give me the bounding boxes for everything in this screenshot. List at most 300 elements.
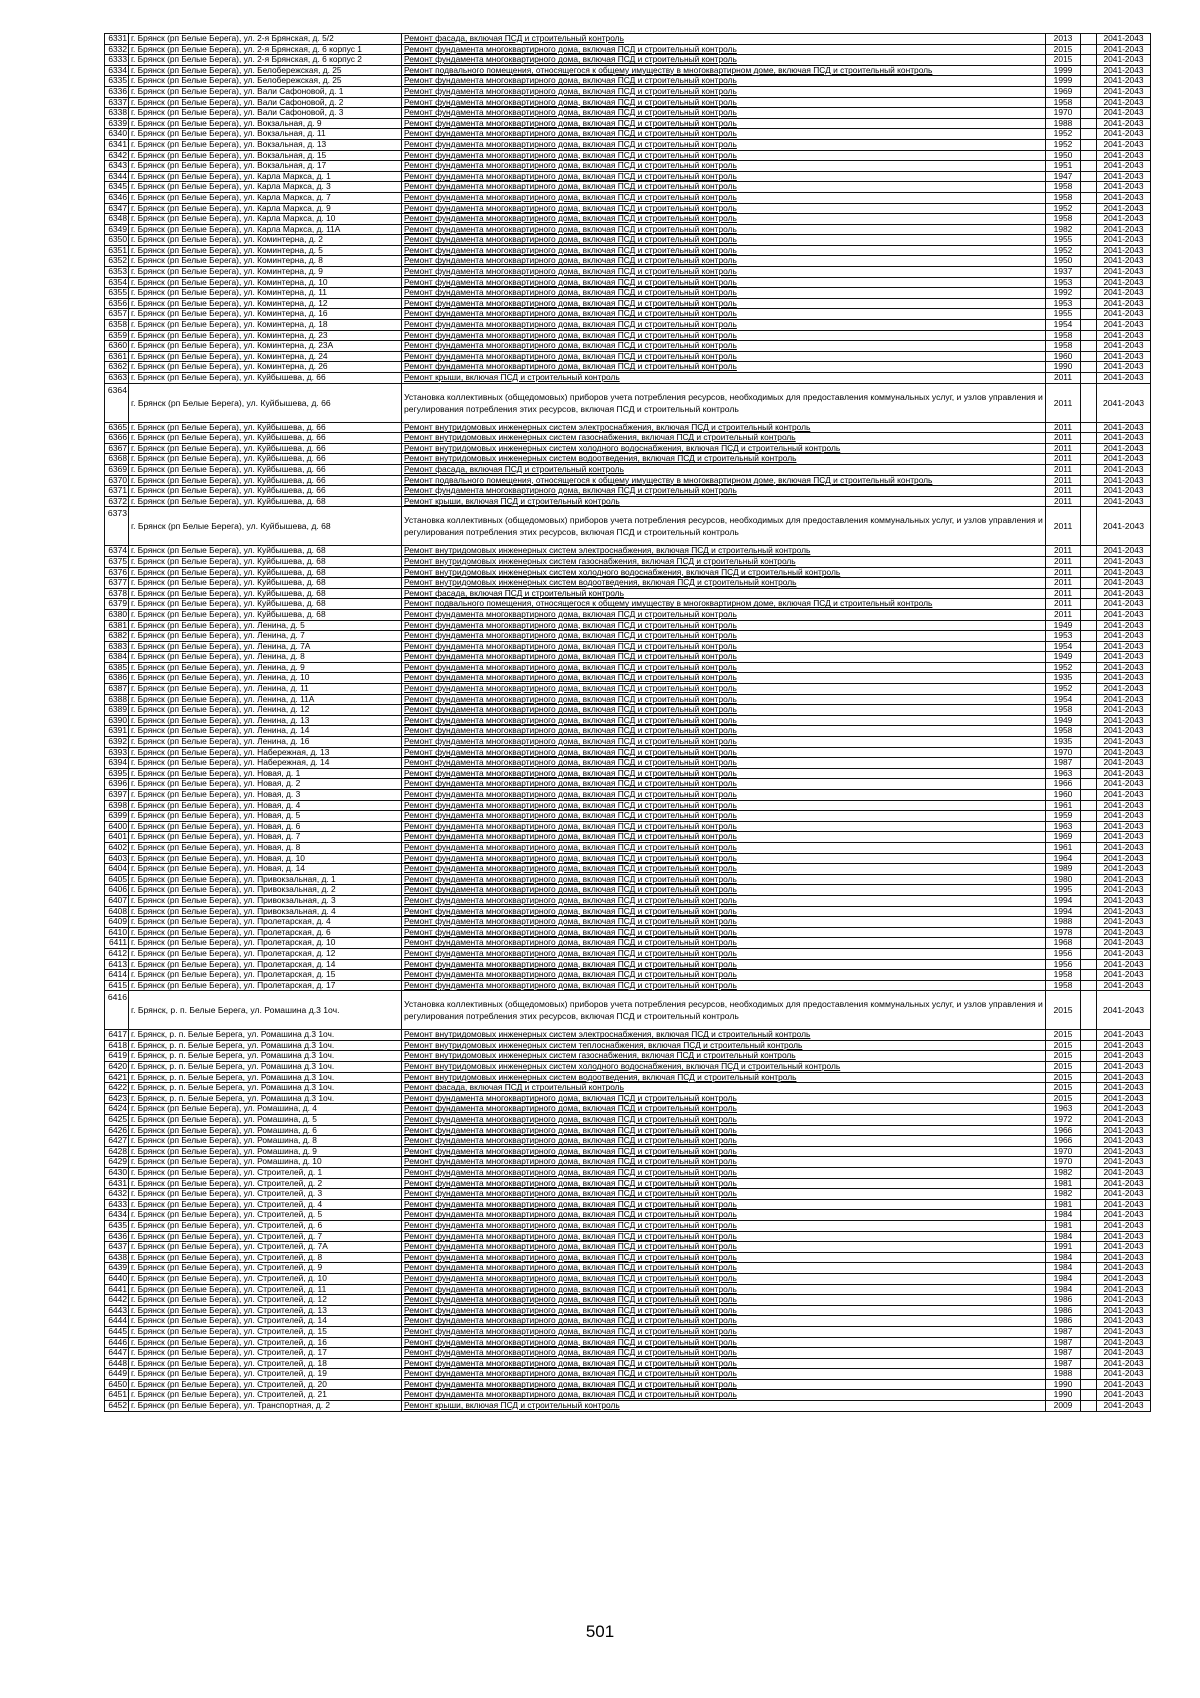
empty-cell — [1081, 86, 1097, 97]
table-row — [105, 938, 1151, 949]
empty-cell — [1081, 980, 1097, 991]
row-number: 6374 — [105, 546, 129, 557]
work-type: Ремонт фундамента многоквартирного дома, включая ПСД и строительный контроль — [402, 631, 1046, 642]
table-row — [105, 588, 1151, 599]
planned-period: 2041-2043 — [1097, 1210, 1151, 1221]
planned-period: 2041-2043 — [1097, 1390, 1151, 1401]
address: г. Брянск (рп Белые Берега), ул. Ленина, д. 16 — [129, 737, 402, 748]
build-year: 2011 — [1046, 422, 1081, 433]
build-year: 1968 — [1046, 938, 1081, 949]
work-type: Ремонт фундамента многоквартирного дома, включая ПСД и строительный контроль — [402, 192, 1046, 203]
work-type: Ремонт фундамента многоквартирного дома, включая ПСД и строительный контроль — [402, 362, 1046, 373]
row-number: 6375 — [105, 556, 129, 567]
empty-cell — [1081, 895, 1097, 906]
empty-cell — [1081, 161, 1097, 172]
empty-cell — [1081, 1401, 1097, 1412]
address: г. Брянск, р. п. Белые Берега, ул. Ромашина д.3 1оч. — [129, 1093, 402, 1104]
planned-period: 2041-2043 — [1097, 76, 1151, 87]
row-number: 6387 — [105, 684, 129, 695]
table-row — [105, 256, 1151, 267]
planned-period: 2041-2043 — [1097, 1062, 1151, 1073]
build-year: 1953 — [1046, 277, 1081, 288]
table-row — [105, 214, 1151, 225]
planned-period: 2041-2043 — [1097, 1252, 1151, 1263]
work-type: Ремонт фундамента многоквартирного дома, включая ПСД и строительный контроль — [402, 139, 1046, 150]
table-row — [105, 1189, 1151, 1200]
build-year: 1966 — [1046, 779, 1081, 790]
row-number: 6372 — [105, 496, 129, 507]
row-number: 6419 — [105, 1051, 129, 1062]
table-row — [105, 139, 1151, 150]
row-number: 6390 — [105, 715, 129, 726]
work-type: Ремонт крыши, включая ПСД и строительный контроль — [402, 1401, 1046, 1412]
address: г. Брянск (рп Белые Берега), ул. Куйбышева, д. 68 — [129, 556, 402, 567]
planned-period: 2041-2043 — [1097, 588, 1151, 599]
row-number: 6421 — [105, 1072, 129, 1083]
planned-period: 2041-2043 — [1097, 256, 1151, 267]
empty-cell — [1081, 203, 1097, 214]
planned-period: 2041-2043 — [1097, 906, 1151, 917]
empty-cell — [1081, 65, 1097, 76]
empty-cell — [1081, 758, 1097, 769]
work-type: Ремонт фундамента многоквартирного дома, включая ПСД и строительный контроль — [402, 86, 1046, 97]
empty-cell — [1081, 609, 1097, 620]
work-type: Ремонт фундамента многоквартирного дома, включая ПСД и строительный контроль — [402, 779, 1046, 790]
planned-period: 2041-2043 — [1097, 705, 1151, 716]
planned-period: 2041-2043 — [1097, 1358, 1151, 1369]
build-year: 1949 — [1046, 620, 1081, 631]
work-type: Ремонт фундамента многоквартирного дома, включая ПСД и строительный контроль — [402, 320, 1046, 331]
work-type: Ремонт фундамента многоквартирного дома, включая ПСД и строительный контроль — [402, 1295, 1046, 1306]
empty-cell — [1081, 599, 1097, 610]
planned-period: 2041-2043 — [1097, 44, 1151, 55]
empty-cell — [1081, 705, 1097, 716]
empty-cell — [1081, 556, 1097, 567]
table-row — [105, 1390, 1151, 1401]
address: г. Брянск (рп Белые Берега), ул. 2-я Брянская, д. 6 корпус 1 — [129, 44, 402, 55]
row-number: 6403 — [105, 853, 129, 864]
build-year: 1966 — [1046, 1136, 1081, 1147]
row-number: 6417 — [105, 1030, 129, 1041]
address: г. Брянск (рп Белые Берега), ул. Новая, д. 5 — [129, 811, 402, 822]
table-row — [105, 129, 1151, 140]
address: г. Брянск (рп Белые Берега), ул. Белобережская, д. 25 — [129, 65, 402, 76]
empty-cell — [1081, 970, 1097, 981]
empty-cell — [1081, 1326, 1097, 1337]
build-year: 1953 — [1046, 298, 1081, 309]
work-type: Ремонт фундамента многоквартирного дома, включая ПСД и строительный контроль — [402, 1168, 1046, 1179]
work-type: Ремонт фундамента многоквартирного дома, включая ПСД и строительный контроль — [402, 832, 1046, 843]
address: г. Брянск (рп Белые Берега), ул. Строителей, д. 19 — [129, 1369, 402, 1380]
table-row — [105, 811, 1151, 822]
planned-period: 2041-2043 — [1097, 203, 1151, 214]
work-type: Установка коллективных (общедомовых) приборов учета потребления ресурсов, необходимых для предоставления коммунальных услуг, и узлов управления и регулирования потребления этих ресурсов, включая ПСД и строительный контроль — [402, 383, 1046, 422]
empty-cell — [1081, 790, 1097, 801]
build-year: 1994 — [1046, 895, 1081, 906]
address: г. Брянск (рп Белые Берега), ул. Коминтерна, д. 9 — [129, 267, 402, 278]
planned-period: 2041-2043 — [1097, 917, 1151, 928]
work-type: Ремонт фундамента многоквартирного дома, включая ПСД и строительный контроль — [402, 277, 1046, 288]
work-type: Ремонт фундамента многоквартирного дома, включая ПСД и строительный контроль — [402, 684, 1046, 695]
planned-period: 2041-2043 — [1097, 853, 1151, 864]
empty-cell — [1081, 256, 1097, 267]
table-row — [105, 1242, 1151, 1253]
address: г. Брянск (рп Белые Берега), ул. Коминтерна, д. 8 — [129, 256, 402, 267]
work-type: Ремонт внутридомовых инженерных систем водоотведения, включая ПСД и строительный контроль — [402, 578, 1046, 589]
work-type: Ремонт фундамента многоквартирного дома, включая ПСД и строительный контроль — [402, 76, 1046, 87]
row-number: 6394 — [105, 758, 129, 769]
build-year: 1982 — [1046, 1168, 1081, 1179]
address: г. Брянск (рп Белые Берега), ул. 2-я Брянская, д. 6 корпус 2 — [129, 55, 402, 66]
address: г. Брянск (рп Белые Берега), ул. Куйбышева, д. 66 — [129, 443, 402, 454]
build-year: 1958 — [1046, 980, 1081, 991]
row-number: 6339 — [105, 118, 129, 129]
address: г. Брянск (рп Белые Берега), ул. Куйбышева, д. 68 — [129, 588, 402, 599]
planned-period: 2041-2043 — [1097, 1284, 1151, 1295]
planned-period: 2041-2043 — [1097, 578, 1151, 589]
empty-cell — [1081, 906, 1097, 917]
address: г. Брянск (рп Белые Берега), ул. Строителей, д. 2 — [129, 1178, 402, 1189]
row-number: 6384 — [105, 652, 129, 663]
build-year: 1984 — [1046, 1231, 1081, 1242]
planned-period: 2041-2043 — [1097, 747, 1151, 758]
table-row — [105, 454, 1151, 465]
build-year: 2015 — [1046, 55, 1081, 66]
table-row — [105, 422, 1151, 433]
address: г. Брянск (рп Белые Берега), ул. Строителей, д. 11 — [129, 1284, 402, 1295]
table-row — [105, 192, 1151, 203]
table-row — [105, 726, 1151, 737]
work-type: Ремонт внутридомовых инженерных систем электроснабжения, включая ПСД и строительный контроль — [402, 422, 1046, 433]
row-number: 6432 — [105, 1189, 129, 1200]
work-type: Ремонт фундамента многоквартирного дома, включая ПСД и строительный контроль — [402, 1348, 1046, 1359]
address: г. Брянск (рп Белые Берега), ул. Карла Маркса, д. 3 — [129, 182, 402, 193]
row-number: 6382 — [105, 631, 129, 642]
build-year: 1986 — [1046, 1305, 1081, 1316]
build-year: 2011 — [1046, 443, 1081, 454]
work-type: Ремонт фундамента многоквартирного дома, включая ПСД и строительный контроль — [402, 1220, 1046, 1231]
work-type: Ремонт фундамента многоквартирного дома, включая ПСД и строительный контроль — [402, 97, 1046, 108]
empty-cell — [1081, 917, 1097, 928]
address: г. Брянск (рп Белые Берега), ул. Ромашина, д. 10 — [129, 1157, 402, 1168]
address: г. Брянск, р. п. Белые Берега, ул. Ромашина д.3 1оч. — [129, 1062, 402, 1073]
build-year: 2011 — [1046, 454, 1081, 465]
empty-cell — [1081, 779, 1097, 790]
address: г. Брянск (рп Белые Берега), ул. Ленина, д. 13 — [129, 715, 402, 726]
table-row — [105, 599, 1151, 610]
build-year: 1988 — [1046, 1369, 1081, 1380]
row-number: 6352 — [105, 256, 129, 267]
work-type: Ремонт фундамента многоквартирного дома, включая ПСД и строительный контроль — [402, 1390, 1046, 1401]
row-number: 6410 — [105, 927, 129, 938]
empty-cell — [1081, 309, 1097, 320]
empty-cell — [1081, 298, 1097, 309]
build-year: 1995 — [1046, 885, 1081, 896]
row-number: 6392 — [105, 737, 129, 748]
table-row — [105, 705, 1151, 716]
planned-period: 2041-2043 — [1097, 245, 1151, 256]
build-year: 1986 — [1046, 1316, 1081, 1327]
empty-cell — [1081, 341, 1097, 352]
table-row — [105, 330, 1151, 341]
table-row — [105, 1273, 1151, 1284]
planned-period: 2041-2043 — [1097, 1199, 1151, 1210]
table-row — [105, 567, 1151, 578]
address: г. Брянск (рп Белые Берега), ул. Строителей, д. 15 — [129, 1326, 402, 1337]
work-type: Ремонт фундамента многоквартирного дома, включая ПСД и строительный контроль — [402, 821, 1046, 832]
work-type: Ремонт внутридомовых инженерных систем холодного водоснабжения, включая ПСД и строительный контроль — [402, 567, 1046, 578]
build-year: 2015 — [1046, 1062, 1081, 1073]
build-year: 1987 — [1046, 758, 1081, 769]
planned-period: 2041-2043 — [1097, 959, 1151, 970]
table-row — [105, 203, 1151, 214]
address: г. Брянск (рп Белые Берега), ул. Набережная, д. 13 — [129, 747, 402, 758]
table-row — [105, 1115, 1151, 1126]
build-year: 1990 — [1046, 1379, 1081, 1390]
work-type: Ремонт фундамента многоквартирного дома, включая ПСД и строительный контроль — [402, 1369, 1046, 1380]
row-number: 6386 — [105, 673, 129, 684]
row-number: 6434 — [105, 1210, 129, 1221]
table-row — [105, 1051, 1151, 1062]
empty-cell — [1081, 362, 1097, 373]
planned-period: 2041-2043 — [1097, 811, 1151, 822]
build-year: 2015 — [1046, 1030, 1081, 1041]
planned-period: 2041-2043 — [1097, 1083, 1151, 1094]
table-row — [105, 320, 1151, 331]
row-number: 6450 — [105, 1379, 129, 1390]
table-row — [105, 948, 1151, 959]
planned-period: 2041-2043 — [1097, 790, 1151, 801]
table-row — [105, 1168, 1151, 1179]
build-year: 1982 — [1046, 224, 1081, 235]
work-type: Ремонт фундамента многоквартирного дома, включая ПСД и строительный контроль — [402, 330, 1046, 341]
table-row — [105, 224, 1151, 235]
table-row — [105, 991, 1151, 1030]
row-number: 6426 — [105, 1125, 129, 1136]
row-number: 6435 — [105, 1220, 129, 1231]
table-row — [105, 673, 1151, 684]
work-type: Ремонт фундамента многоквартирного дома, включая ПСД и строительный контроль — [402, 224, 1046, 235]
empty-cell — [1081, 874, 1097, 885]
build-year: 1950 — [1046, 256, 1081, 267]
build-year: 1954 — [1046, 320, 1081, 331]
work-type: Ремонт фундамента многоквартирного дома, включая ПСД и строительный контроль — [402, 609, 1046, 620]
table-row — [105, 86, 1151, 97]
planned-period: 2041-2043 — [1097, 938, 1151, 949]
planned-period: 2041-2043 — [1097, 991, 1151, 1030]
table-row — [105, 842, 1151, 853]
empty-cell — [1081, 245, 1097, 256]
work-type: Ремонт фундамента многоквартирного дома, включая ПСД и строительный контроль — [402, 906, 1046, 917]
empty-cell — [1081, 694, 1097, 705]
row-number: 6363 — [105, 373, 129, 384]
row-number: 6408 — [105, 906, 129, 917]
build-year: 1949 — [1046, 652, 1081, 663]
work-type: Ремонт фундамента многоквартирного дома, включая ПСД и строительный контроль — [402, 673, 1046, 684]
table-row — [105, 65, 1151, 76]
table-row — [105, 1040, 1151, 1051]
address: г. Брянск (рп Белые Берега), ул. 2-я Брянская, д. 5/2 — [129, 34, 402, 45]
address: г. Брянск (рп Белые Берега), ул. Ленина, д. 7 — [129, 631, 402, 642]
address: г. Брянск (рп Белые Берега), ул. Пролетарская, д. 14 — [129, 959, 402, 970]
planned-period: 2041-2043 — [1097, 1348, 1151, 1359]
build-year: 1950 — [1046, 150, 1081, 161]
planned-period: 2041-2043 — [1097, 1125, 1151, 1136]
row-number: 6373 — [105, 507, 129, 546]
build-year: 2015 — [1046, 991, 1081, 1030]
build-year: 1958 — [1046, 182, 1081, 193]
table-row — [105, 917, 1151, 928]
row-number: 6357 — [105, 309, 129, 320]
address: г. Брянск (рп Белые Берега), ул. Новая, д. 10 — [129, 853, 402, 864]
work-type: Ремонт фундамента многоквартирного дома, включая ПСД и строительный контроль — [402, 1136, 1046, 1147]
build-year: 1986 — [1046, 1295, 1081, 1306]
work-type: Ремонт фундамента многоквартирного дома, включая ПСД и строительный контроль — [402, 737, 1046, 748]
empty-cell — [1081, 192, 1097, 203]
work-type: Ремонт фундамента многоквартирного дома, включая ПСД и строительный контроль — [402, 1189, 1046, 1200]
row-number: 6398 — [105, 800, 129, 811]
address: г. Брянск, р. п. Белые Берега, ул. Ромашина д.3 1оч. — [129, 1072, 402, 1083]
address: г. Брянск (рп Белые Берега), ул. Привокзальная, д. 4 — [129, 906, 402, 917]
work-type: Установка коллективных (общедомовых) приборов учета потребления ресурсов, необходимых для предоставления коммунальных услуг, и узлов управления и регулирования потребления этих ресурсов, включая ПСД и строительный контроль — [402, 991, 1046, 1030]
planned-period: 2041-2043 — [1097, 1305, 1151, 1316]
table-row — [105, 1348, 1151, 1359]
planned-period: 2041-2043 — [1097, 433, 1151, 444]
address: г. Брянск (рп Белые Берега), ул. Строителей, д. 5 — [129, 1210, 402, 1221]
row-number: 6334 — [105, 65, 129, 76]
planned-period: 2041-2043 — [1097, 383, 1151, 422]
planned-period: 2041-2043 — [1097, 832, 1151, 843]
table-row — [105, 1369, 1151, 1380]
address: г. Брянск (рп Белые Берега), ул. Строителей, д. 17 — [129, 1348, 402, 1359]
address: г. Брянск (рп Белые Берега), ул. Привокзальная, д. 2 — [129, 885, 402, 896]
planned-period: 2041-2043 — [1097, 948, 1151, 959]
planned-period: 2041-2043 — [1097, 609, 1151, 620]
address: г. Брянск (рп Белые Берега), ул. Ленина, д. 7А — [129, 641, 402, 652]
table-row — [105, 373, 1151, 384]
table-row — [105, 1379, 1151, 1390]
planned-period: 2041-2043 — [1097, 1273, 1151, 1284]
address: г. Брянск (рп Белые Берега), ул. Строителей, д. 16 — [129, 1337, 402, 1348]
empty-cell — [1081, 652, 1097, 663]
work-type: Ремонт фундамента многоквартирного дома, включая ПСД и строительный контроль — [402, 309, 1046, 320]
build-year: 1958 — [1046, 726, 1081, 737]
row-number: 6381 — [105, 620, 129, 631]
work-type: Ремонт фундамента многоквартирного дома, включая ПСД и строительный контроль — [402, 970, 1046, 981]
address: г. Брянск (рп Белые Берега), ул. Набережная, д. 14 — [129, 758, 402, 769]
planned-period: 2041-2043 — [1097, 652, 1151, 663]
address: г. Брянск (рп Белые Берега), ул. Куйбышева, д. 68 — [129, 507, 402, 546]
work-type: Ремонт фундамента многоквартирного дома, включая ПСД и строительный контроль — [402, 1305, 1046, 1316]
build-year: 2011 — [1046, 496, 1081, 507]
table-row — [105, 790, 1151, 801]
row-number: 6347 — [105, 203, 129, 214]
table-row — [105, 1210, 1151, 1221]
planned-period: 2041-2043 — [1097, 118, 1151, 129]
row-number: 6331 — [105, 34, 129, 45]
table-row — [105, 1030, 1151, 1041]
table-row — [105, 1337, 1151, 1348]
planned-period: 2041-2043 — [1097, 161, 1151, 172]
work-type: Ремонт крыши, включая ПСД и строительный контроль — [402, 373, 1046, 384]
build-year: 1956 — [1046, 948, 1081, 959]
table-row — [105, 1295, 1151, 1306]
empty-cell — [1081, 108, 1097, 119]
table-row — [105, 980, 1151, 991]
table-row — [105, 108, 1151, 119]
table-row — [105, 1093, 1151, 1104]
empty-cell — [1081, 821, 1097, 832]
row-number: 6447 — [105, 1348, 129, 1359]
address: г. Брянск (рп Белые Берега), ул. Коминтерна, д. 24 — [129, 351, 402, 362]
empty-cell — [1081, 182, 1097, 193]
capital-repair-schedule-table — [104, 33, 1151, 1412]
row-number: 6380 — [105, 609, 129, 620]
address: г. Брянск (рп Белые Берега), ул. Ромашина, д. 9 — [129, 1146, 402, 1157]
row-number: 6413 — [105, 959, 129, 970]
build-year: 2009 — [1046, 1401, 1081, 1412]
address: г. Брянск (рп Белые Берега), ул. Ленина, д. 10 — [129, 673, 402, 684]
row-number: 6376 — [105, 567, 129, 578]
build-year: 1994 — [1046, 906, 1081, 917]
empty-cell — [1081, 1379, 1097, 1390]
work-type: Ремонт подвального помещения, относящегося к общему имуществу в многоквартирном доме, включая ПСД и строительный контроль — [402, 599, 1046, 610]
row-number: 6342 — [105, 150, 129, 161]
work-type: Ремонт фундамента многоквартирного дома, включая ПСД и строительный контроль — [402, 256, 1046, 267]
planned-period: 2041-2043 — [1097, 464, 1151, 475]
empty-cell — [1081, 662, 1097, 673]
row-number: 6395 — [105, 768, 129, 779]
empty-cell — [1081, 139, 1097, 150]
empty-cell — [1081, 1146, 1097, 1157]
build-year: 1952 — [1046, 662, 1081, 673]
planned-period: 2041-2043 — [1097, 108, 1151, 119]
row-number: 6389 — [105, 705, 129, 716]
table-row — [105, 341, 1151, 352]
planned-period: 2041-2043 — [1097, 373, 1151, 384]
planned-period: 2041-2043 — [1097, 182, 1151, 193]
row-number: 6396 — [105, 779, 129, 790]
row-number: 6422 — [105, 1083, 129, 1094]
work-type: Ремонт фундамента многоквартирного дома, включая ПСД и строительный контроль — [402, 118, 1046, 129]
address: г. Брянск (рп Белые Берега), ул. Ленина, д. 5 — [129, 620, 402, 631]
row-number: 6442 — [105, 1295, 129, 1306]
build-year: 1970 — [1046, 1146, 1081, 1157]
build-year: 1949 — [1046, 715, 1081, 726]
table-row — [105, 800, 1151, 811]
table-row — [105, 34, 1151, 45]
address: г. Брянск (рп Белые Берега), ул. Строителей, д. 4 — [129, 1199, 402, 1210]
row-number: 6445 — [105, 1326, 129, 1337]
build-year: 1999 — [1046, 65, 1081, 76]
address: г. Брянск (рп Белые Берега), ул. Ленина, д. 12 — [129, 705, 402, 716]
work-type: Ремонт фундамента многоквартирного дома, включая ПСД и строительный контроль — [402, 1115, 1046, 1126]
row-number: 6409 — [105, 917, 129, 928]
empty-cell — [1081, 938, 1097, 949]
planned-period: 2041-2043 — [1097, 277, 1151, 288]
table-row — [105, 864, 1151, 875]
empty-cell — [1081, 842, 1097, 853]
table-row — [105, 1263, 1151, 1274]
planned-period: 2041-2043 — [1097, 1337, 1151, 1348]
planned-period: 2041-2043 — [1097, 684, 1151, 695]
address: г. Брянск (рп Белые Берега), ул. Новая, д. 14 — [129, 864, 402, 875]
table-row — [105, 1252, 1151, 1263]
table-row — [105, 118, 1151, 129]
empty-cell — [1081, 383, 1097, 422]
address: г. Брянск (рп Белые Берега), ул. Коминтерна, д. 12 — [129, 298, 402, 309]
build-year: 2011 — [1046, 464, 1081, 475]
